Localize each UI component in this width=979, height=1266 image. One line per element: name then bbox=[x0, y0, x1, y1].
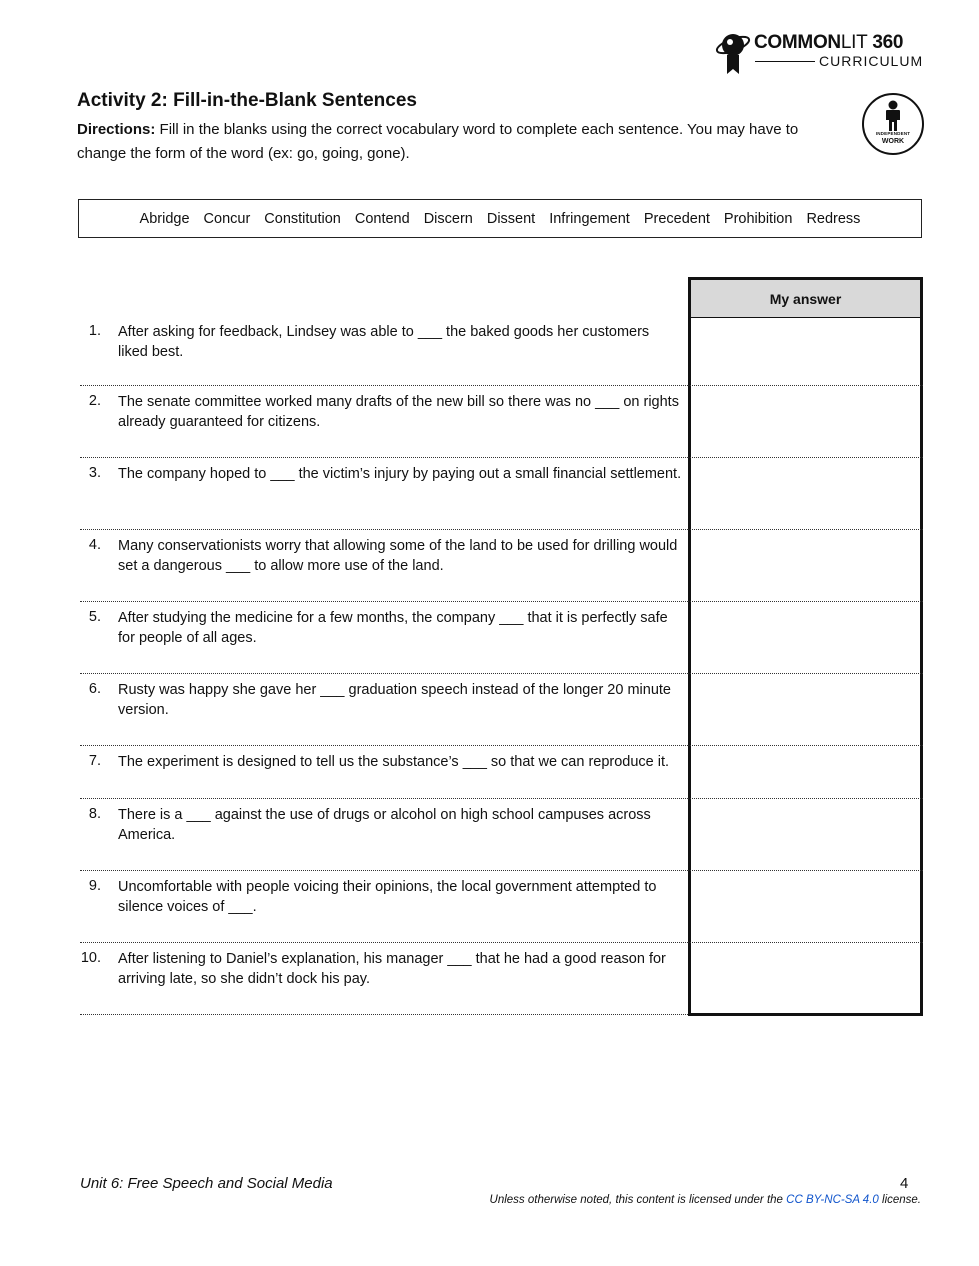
unit-label: Unit 6: Free Speech and Social Media bbox=[80, 1175, 333, 1192]
question-text: After asking for feedback, Lindsey was able to ___ the baked goods her customers liked best. bbox=[118, 324, 650, 360]
answer-cell-divider bbox=[688, 457, 923, 458]
question-row bbox=[80, 943, 688, 1015]
question-text: There is a ___ against the use of drugs or alcohol on high school campuses across America. bbox=[118, 807, 651, 843]
commonlit-logo bbox=[714, 26, 924, 78]
question-text: The company hoped to ___ the victim’s injury by paying out a small financial settlement. bbox=[118, 466, 682, 482]
answer-cell-divider bbox=[688, 601, 923, 602]
directions-text: Fill in the blanks using the correct vocabulary word to complete each sentence. You may have to change the form of the word (ex: go, going, gone). bbox=[77, 121, 799, 162]
commonlit-logo-icon bbox=[714, 28, 752, 76]
license-link[interactable]: CC BY-NC-SA 4.0 bbox=[786, 1194, 879, 1206]
word-bank-item: Contend bbox=[354, 210, 410, 227]
question-row bbox=[80, 871, 688, 943]
page-number: 4 bbox=[900, 1175, 909, 1192]
license-notice: Unless otherwise noted, this content is licensed under the CC BY-NC-SA 4.0 license. bbox=[489, 1194, 921, 1206]
question-text: The senate committee worked many drafts of the new bill so there was no ___ on rights already guaranteed for citizens. bbox=[118, 394, 679, 430]
directions-label: Directions: bbox=[77, 121, 156, 138]
word-bank-item: Discern bbox=[423, 210, 473, 227]
logo-wordmark: COMMONLIT 360 bbox=[754, 32, 904, 53]
question-text: After studying the medicine for a few months, the company ___ that it is perfectly safe for people of all ages. bbox=[118, 610, 668, 646]
question-number: 9. bbox=[88, 878, 101, 894]
question-row bbox=[80, 674, 688, 746]
answer-cell-divider bbox=[688, 385, 923, 386]
question-row bbox=[80, 602, 688, 674]
question-number: 6. bbox=[88, 681, 101, 697]
question-text: Many conservationists worry that allowing some of the land to be used for drilling would set a dangerous ___ to allow more use of the land. bbox=[118, 538, 678, 574]
directions bbox=[77, 118, 837, 166]
question-row bbox=[80, 799, 688, 871]
person-icon bbox=[882, 100, 904, 132]
question-row bbox=[80, 746, 688, 799]
question-row bbox=[80, 386, 688, 458]
independent-work-badge bbox=[862, 93, 924, 155]
badge-label-bottom: WORK bbox=[881, 138, 905, 145]
question-text: Uncomfortable with people voicing their opinions, the local government attempted to silence voices of ___. bbox=[118, 879, 657, 915]
question-text: Rusty was happy she gave her ___ graduation speech instead of the longer 20 minute version. bbox=[118, 682, 671, 718]
question-number: 7. bbox=[88, 753, 101, 769]
answer-column bbox=[688, 277, 923, 1016]
question-number: 8. bbox=[88, 806, 101, 822]
word-bank-item: Prohibition bbox=[723, 210, 793, 227]
question-number: 4. bbox=[88, 537, 101, 553]
question-row bbox=[80, 316, 688, 386]
word-bank-item: Dissent bbox=[486, 210, 536, 227]
answer-cell-divider bbox=[688, 942, 923, 943]
question-number: 3. bbox=[88, 465, 101, 481]
question-text: After listening to Daniel’s explanation, his manager ___ that he had a good reason for arriving late, so she didn’t dock his pay. bbox=[118, 951, 666, 987]
answer-cell-divider bbox=[688, 529, 923, 530]
word-bank bbox=[78, 199, 922, 238]
question-text: The experiment is designed to tell us the substance’s ___ so that we can reproduce it. bbox=[118, 754, 670, 770]
question-number: 10. bbox=[80, 950, 101, 966]
answer-cell-divider bbox=[688, 870, 923, 871]
question-number: 5. bbox=[88, 609, 101, 625]
word-bank-item: Abridge bbox=[139, 210, 190, 227]
logo-subtitle: CURRICULUM bbox=[819, 53, 924, 69]
answer-cell-divider bbox=[688, 673, 923, 674]
word-bank-item: Infringement bbox=[549, 210, 630, 227]
answer-cell-divider bbox=[688, 798, 923, 799]
word-bank-item: Precedent bbox=[643, 210, 710, 227]
answer-column-header: My answer bbox=[691, 280, 920, 318]
question-number: 2. bbox=[88, 393, 101, 409]
word-bank-item: Concur bbox=[203, 210, 251, 227]
badge-label-top: INDEPENDENT bbox=[875, 131, 911, 136]
logo-divider bbox=[755, 61, 815, 62]
question-row bbox=[80, 458, 688, 530]
answer-cell-divider bbox=[688, 745, 923, 746]
question-number: 1. bbox=[88, 323, 101, 339]
word-bank-item: Redress bbox=[806, 210, 861, 227]
activity-title: Activity 2: Fill-in-the-Blank Sentences bbox=[77, 90, 417, 111]
word-bank-item: Constitution bbox=[264, 210, 341, 227]
question-row bbox=[80, 530, 688, 602]
